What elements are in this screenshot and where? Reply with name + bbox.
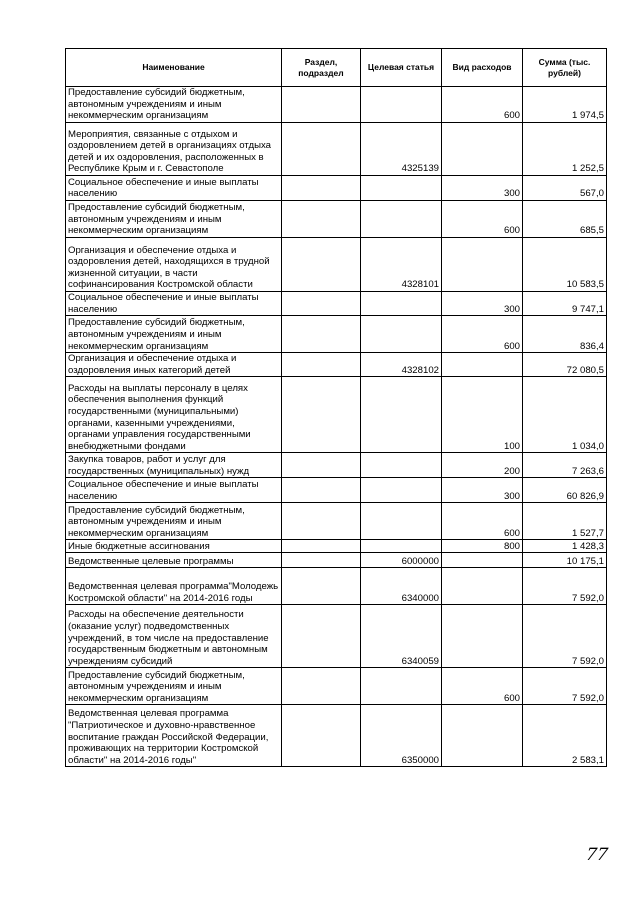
cell-name: Предоставление субсидий бюджетным, автономным учреждениям и иным некоммерческим организациям — [66, 668, 282, 705]
cell-target — [361, 668, 442, 705]
cell-name: Предоставление субсидий бюджетным, автономным учреждениям и иным некоммерческим организациям — [66, 316, 282, 353]
cell-target — [361, 540, 442, 553]
cell-name: Организация и обеспечение отдыха и оздоровления иных категорий детей — [66, 353, 282, 377]
table-row — [66, 503, 607, 540]
cell-target — [361, 478, 442, 503]
cell-vid: 600 — [442, 316, 523, 353]
cell-section — [282, 123, 361, 176]
cell-sum: 1 252,5 — [523, 123, 607, 176]
cell-name: Социальное обеспечение и иные выплаты населению — [66, 292, 282, 316]
cell-section — [282, 316, 361, 353]
table-row — [66, 87, 607, 123]
table-row — [66, 453, 607, 478]
cell-name: Расходы на обеспечение деятельности (оказание услуг) подведомственных учреждений, в том числе на предоставление государственным бюджетным и автономным учреждениям субсидий — [66, 605, 282, 668]
cell-vid: 300 — [442, 478, 523, 503]
budget-table — [65, 48, 607, 767]
cell-target — [361, 503, 442, 540]
cell-vid: 600 — [442, 87, 523, 123]
cell-sum: 1 974,5 — [523, 87, 607, 123]
cell-section — [282, 377, 361, 453]
cell-vid: 300 — [442, 292, 523, 316]
cell-section — [282, 503, 361, 540]
cell-name: Предоставление субсидий бюджетным, автономным учреждениям и иным некоммерческим организациям — [66, 87, 282, 123]
cell-name: Социальное обеспечение и иные выплаты населению — [66, 176, 282, 201]
page-number: 77 — [584, 845, 610, 865]
cell-name: Ведомственные целевые программы — [66, 553, 282, 568]
cell-sum: 2 583,1 — [523, 705, 607, 767]
cell-target: 4328102 — [361, 353, 442, 377]
cell-section — [282, 87, 361, 123]
table-row — [66, 316, 607, 353]
table-row — [66, 201, 607, 238]
cell-section — [282, 238, 361, 292]
table-row — [66, 540, 607, 553]
cell-target: 6340000 — [361, 568, 442, 605]
cell-target — [361, 87, 442, 123]
cell-sum: 60 826,9 — [523, 478, 607, 503]
cell-target: 6350000 — [361, 705, 442, 767]
cell-vid: 800 — [442, 540, 523, 553]
table-row — [66, 605, 607, 668]
cell-section — [282, 478, 361, 503]
cell-section — [282, 353, 361, 377]
cell-vid — [442, 568, 523, 605]
cell-name: Расходы на выплаты персоналу в целях обеспечения выполнения функций государственными (муниципальными) органами, казенными учреждениями, органами управления государственными внебюджетными фондами — [66, 377, 282, 453]
cell-vid: 300 — [442, 176, 523, 201]
cell-sum: 685,5 — [523, 201, 607, 238]
cell-name: Ведомственная целевая программа"Молодежь Костромской области" на 2014-2016 годы — [66, 568, 282, 605]
cell-vid: 600 — [442, 668, 523, 705]
header-target: Целевая статья — [361, 49, 442, 87]
cell-name: Ведомственная целевая программа "Патриотическое и духовно-нравственное воспитание граждан Российской Федерации, проживающих на территории Костромской области" на 2014-2016 годы" — [66, 705, 282, 767]
cell-sum: 7 592,0 — [523, 568, 607, 605]
cell-sum: 1 034,0 — [523, 377, 607, 453]
cell-section — [282, 292, 361, 316]
cell-vid — [442, 605, 523, 668]
header-vid: Вид расходов — [442, 49, 523, 87]
cell-vid — [442, 353, 523, 377]
cell-target — [361, 176, 442, 201]
cell-name: Закупка товаров, работ и услуг для государственных (муниципальных) нужд — [66, 453, 282, 478]
cell-name: Организация и обеспечение отдыха и оздоровления детей, находящихся в трудной жизненной ситуации, в части софинансирования Костромской области — [66, 238, 282, 292]
cell-vid: 100 — [442, 377, 523, 453]
cell-target: 6340059 — [361, 605, 442, 668]
table-row — [66, 292, 607, 316]
table-row — [66, 176, 607, 201]
cell-vid — [442, 553, 523, 568]
cell-sum: 567,0 — [523, 176, 607, 201]
cell-sum: 10 175,1 — [523, 553, 607, 568]
cell-target: 4328101 — [361, 238, 442, 292]
cell-sum: 9 747,1 — [523, 292, 607, 316]
cell-target — [361, 292, 442, 316]
cell-section — [282, 453, 361, 478]
cell-vid — [442, 238, 523, 292]
cell-section — [282, 568, 361, 605]
cell-sum: 10 583,5 — [523, 238, 607, 292]
cell-section — [282, 668, 361, 705]
cell-section — [282, 705, 361, 767]
table-row — [66, 123, 607, 176]
cell-section — [282, 201, 361, 238]
cell-section — [282, 540, 361, 553]
cell-name: Предоставление субсидий бюджетным, автономным учреждениям и иным некоммерческим организациям — [66, 201, 282, 238]
cell-sum: 1 527,7 — [523, 503, 607, 540]
cell-name: Социальное обеспечение и иные выплаты населению — [66, 478, 282, 503]
table-row — [66, 553, 607, 568]
header-section: Раздел, подраздел — [282, 49, 361, 87]
cell-sum: 7 592,0 — [523, 605, 607, 668]
cell-section — [282, 553, 361, 568]
cell-target: 4325139 — [361, 123, 442, 176]
table-header-row — [66, 49, 607, 87]
cell-target — [361, 201, 442, 238]
table-row — [66, 668, 607, 705]
cell-target — [361, 453, 442, 478]
cell-vid: 600 — [442, 201, 523, 238]
table-row — [66, 353, 607, 377]
cell-sum: 7 263,6 — [523, 453, 607, 478]
cell-sum: 72 080,5 — [523, 353, 607, 377]
cell-sum: 1 428,3 — [523, 540, 607, 553]
cell-name: Мероприятия, связанные с отдыхом и оздоровлением детей в организациях отдыха детей и их оздоровления, расположенных в Республике Крым и г. Севастополе — [66, 123, 282, 176]
table-row — [66, 705, 607, 767]
cell-target — [361, 377, 442, 453]
cell-vid — [442, 705, 523, 767]
header-name: Наименование — [66, 49, 282, 87]
cell-vid — [442, 123, 523, 176]
header-sum: Сумма (тыс. рублей) — [523, 49, 607, 87]
table-row — [66, 377, 607, 453]
cell-sum: 7 592,0 — [523, 668, 607, 705]
cell-section — [282, 176, 361, 201]
cell-sum: 836,4 — [523, 316, 607, 353]
cell-name: Предоставление субсидий бюджетным, автономным учреждениям и иным некоммерческим организациям — [66, 503, 282, 540]
cell-vid: 600 — [442, 503, 523, 540]
cell-section — [282, 605, 361, 668]
cell-target: 6000000 — [361, 553, 442, 568]
cell-name: Иные бюджетные ассигнования — [66, 540, 282, 553]
table-row — [66, 568, 607, 605]
cell-target — [361, 316, 442, 353]
cell-vid: 200 — [442, 453, 523, 478]
table-row — [66, 478, 607, 503]
table-row — [66, 238, 607, 292]
